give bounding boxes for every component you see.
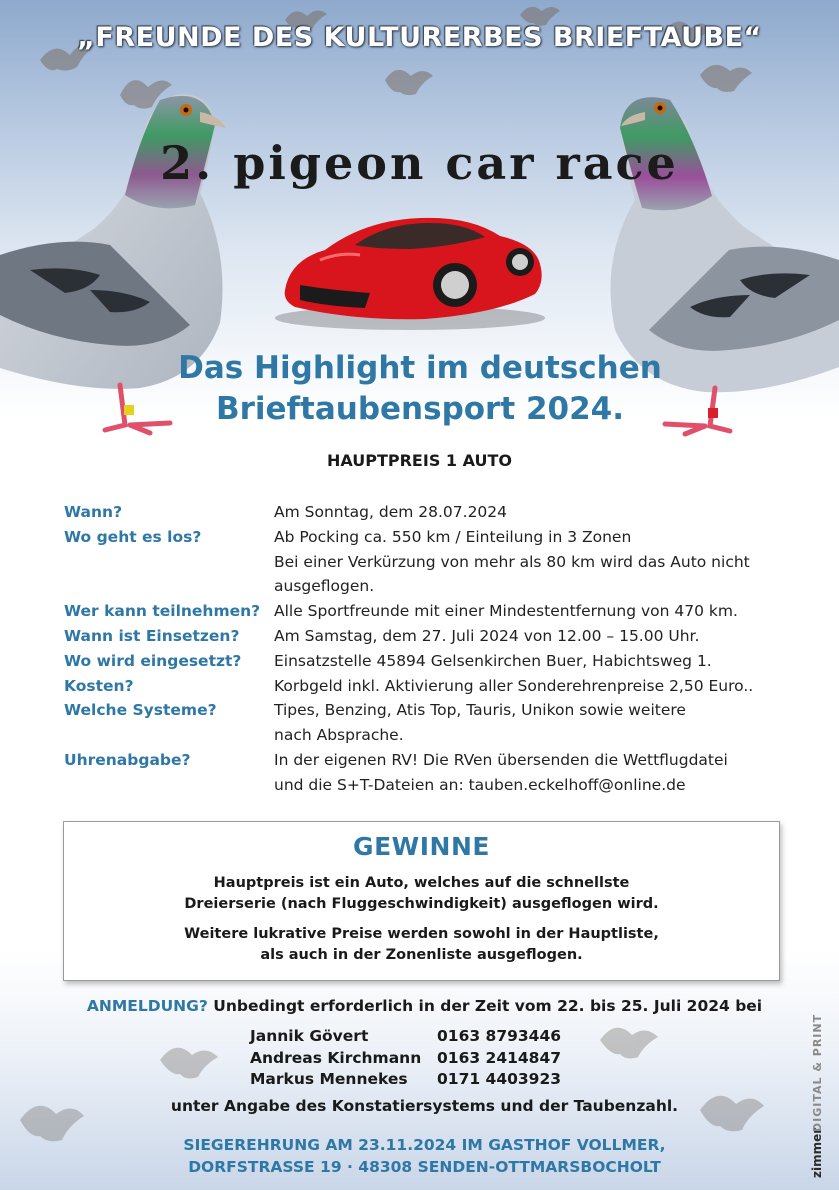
info-row bbox=[64, 698, 804, 748]
answer-line: und die S+T-Dateien an: tauben.eckelhoff@online.de bbox=[274, 775, 686, 794]
info-answer bbox=[274, 525, 804, 599]
award-ceremony bbox=[0, 1134, 839, 1178]
prizes-text-line: Dreierserie (nach Fluggeschwindigkeit) ausgeflogen wird. bbox=[184, 896, 659, 912]
info-row bbox=[64, 599, 804, 624]
answer-line: In der eigenen RV! Die RVen übersenden die Wettflugdatei bbox=[274, 750, 728, 769]
answer-line: Korbgeld inkl. Aktivierung aller Sonderehrenpreise 2,50 Euro.. bbox=[274, 676, 754, 695]
answer-line: Tipes, Benzing, Atis Top, Tauris, Unikon sowie weitere bbox=[274, 701, 686, 720]
answer-line: nach Absprache. bbox=[274, 726, 404, 745]
award-ceremony-line-1: SIEGEREHRUNG AM 23.11.2024 IM GASTHOF VOLLMER, bbox=[183, 1136, 666, 1154]
answer-line: Am Sonntag, dem 28.07.2024 bbox=[274, 503, 508, 521]
contact-entry bbox=[250, 1069, 561, 1091]
prizes-text-line: als auch in der Zonenliste ausgeflogen. bbox=[260, 947, 583, 963]
info-table bbox=[64, 500, 804, 798]
answer-line: Einsatzstelle 45894 Gelsenkirchen Buer, Habichtsweg 1. bbox=[274, 651, 712, 670]
info-question: Wer kann teilnehmen? bbox=[64, 602, 261, 621]
registration-text: Unbedingt erforderlich in der Zeit vom 22. bis 25. Juli 2024 bei bbox=[207, 997, 763, 1015]
info-answer bbox=[274, 500, 804, 525]
answer-line: Alle Sportfreunde mit einer Mindestentfernung von 470 km. bbox=[274, 602, 738, 621]
headline-line-2: Brieftaubensport 2024. bbox=[215, 391, 625, 427]
contact-list bbox=[250, 1026, 561, 1091]
prizes-title: GEWINNE bbox=[353, 832, 490, 861]
info-answer bbox=[274, 674, 804, 699]
info-question: Wann? bbox=[64, 503, 123, 521]
info-row bbox=[64, 748, 804, 798]
contact-entry bbox=[250, 1048, 561, 1070]
answer-line: Am Samstag, dem 27. Juli 2024 von 12.00 – 15.00 Uhr. bbox=[274, 626, 700, 645]
info-question: Kosten? bbox=[64, 676, 134, 695]
info-answer bbox=[274, 698, 804, 748]
answer-line: ausgeflogen. bbox=[274, 577, 375, 596]
info-row bbox=[64, 674, 804, 699]
printer-logo bbox=[795, 1006, 835, 1181]
info-row bbox=[64, 500, 804, 525]
answer-line: Ab Pocking ca. 550 km / Einteilung in 3 Zonen bbox=[274, 527, 632, 546]
printer-brand: zimmer bbox=[810, 1127, 824, 1178]
info-answer bbox=[274, 599, 804, 624]
prizes-further-text bbox=[64, 924, 779, 966]
info-question: Wo wird eingesetzt? bbox=[64, 651, 242, 670]
answer-line: Bei einer Verkürzung von mehr als 80 km wird das Auto nicht bbox=[274, 552, 750, 571]
info-question: Welche Systeme? bbox=[64, 701, 217, 720]
contact-name: Jannik Gövert bbox=[250, 1027, 369, 1045]
headline bbox=[120, 348, 720, 430]
info-question: Uhrenabgabe? bbox=[64, 750, 191, 769]
registration-label: ANMELDUNG? bbox=[86, 997, 208, 1015]
info-answer bbox=[274, 649, 804, 674]
contact-name: Andreas Kirchmann bbox=[250, 1048, 422, 1067]
info-answer bbox=[274, 624, 804, 649]
slogan-heading: „FREUNDE DES KULTURERBES BRIEFTAUBE“ bbox=[77, 22, 762, 53]
main-prize: HAUPTPREIS 1 AUTO bbox=[326, 451, 513, 470]
headline-line-1: Das Highlight im deutschen bbox=[178, 350, 662, 386]
info-row bbox=[64, 525, 804, 599]
info-question: Wann ist Einsetzen? bbox=[64, 626, 240, 645]
printer-tagline: DIGITAL & PRINT bbox=[811, 1013, 824, 1132]
registration-note: unter Angabe des Konstatiersystems und der Taubenzahl. bbox=[170, 1097, 679, 1115]
prizes-main-text bbox=[64, 873, 779, 915]
contact-name: Markus Mennekes bbox=[250, 1070, 408, 1088]
race-title: 2. pigeon car race bbox=[160, 136, 679, 190]
award-ceremony-line-2: DORFSTRASSE 19 · 48308 SENDEN-OTTMARSBOCHOLT bbox=[188, 1158, 661, 1176]
info-row bbox=[64, 649, 804, 674]
prizes-text-line: Hauptpreis ist ein Auto, welches auf die schnellste bbox=[213, 875, 630, 891]
info-question: Wo geht es los? bbox=[64, 527, 202, 546]
contact-phone: 0171 4403923 bbox=[437, 1070, 562, 1088]
contact-phone: 0163 8793446 bbox=[437, 1027, 562, 1045]
contact-phone: 0163 2414847 bbox=[437, 1048, 562, 1067]
registration-line bbox=[0, 997, 839, 1015]
prizes-text-line: Weitere lukrative Preise werden sowohl in der Hauptliste, bbox=[184, 926, 659, 942]
info-row bbox=[64, 624, 804, 649]
prizes-box bbox=[63, 821, 780, 981]
contact-entry bbox=[250, 1026, 561, 1048]
info-answer bbox=[274, 748, 804, 798]
